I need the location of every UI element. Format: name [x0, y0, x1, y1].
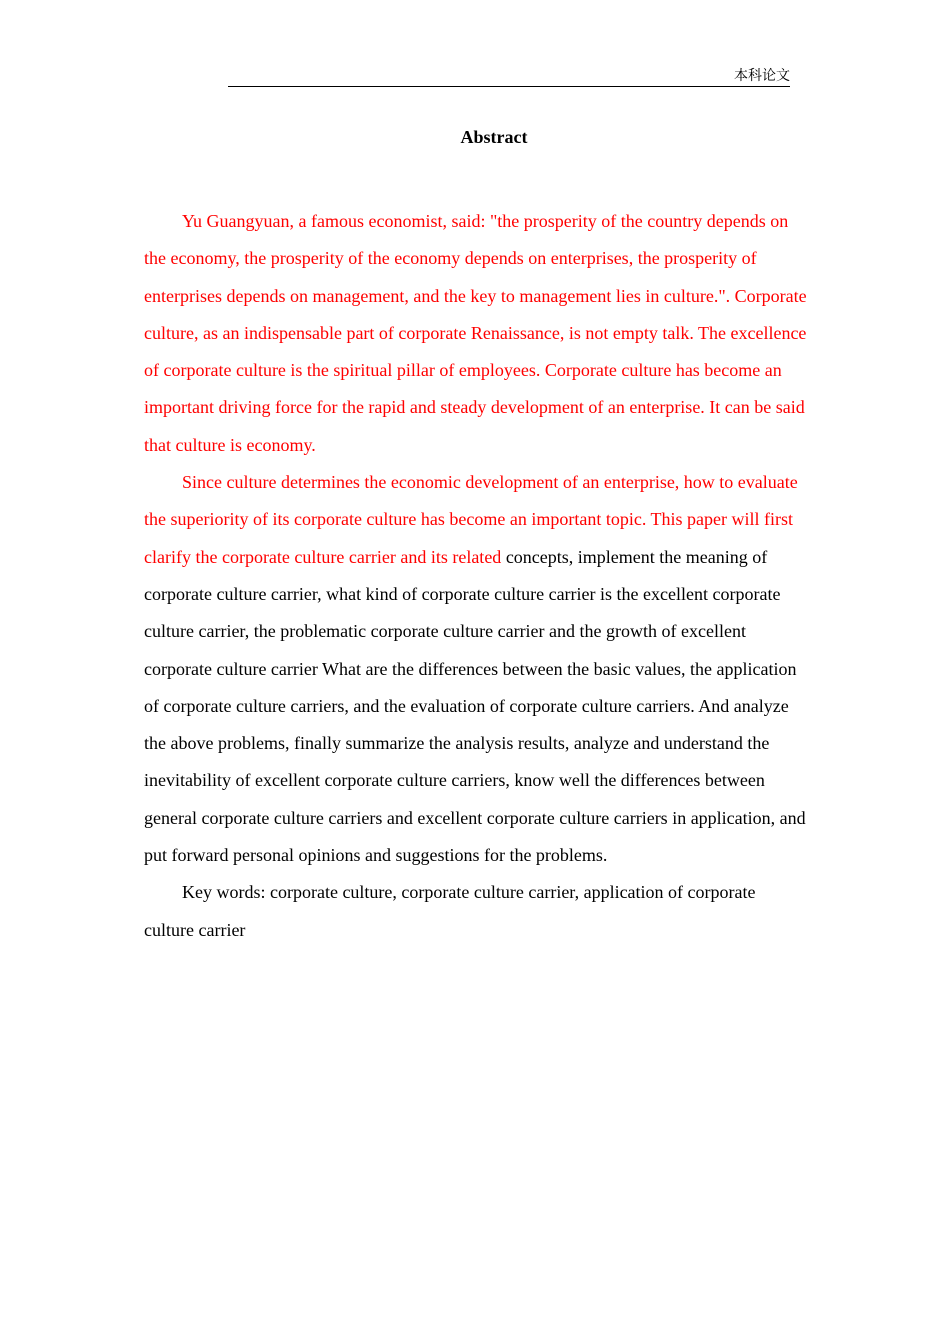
highlighted-text: Yu Guangyuan, a famous economist, said: "the prosperity of the country depends on the economy, the prosperity of the economy depends on enterprises, the prosperity of enterprises depends on management, and the key to management lies in culture.". Corporate culture, as an indispensable part of corporate Renaissance, is not empty talk. The excellence of corporate culture is the spiritual pillar of employees. Corporate culture has become an important driving force for the rapid and steady development of an enterprise. It can be said that culture is economy. [144, 211, 807, 455]
body-text: concepts, implement the meaning of corporate culture carrier, what kind of corporate culture carrier is the excellent corporate culture carrier, the problematic corporate culture carrier and the growth of excellent corporate culture carrier What are the differences between the basic values, the application of corporate culture carriers, and the evaluation of corporate culture carriers. And analyze the above problems, finally summarize the analysis results, analyze and understand the inevitability of excellent corporate culture carriers, know well the differences between general corporate culture carriers and excellent corporate culture carriers in application, and put forward personal opinions and suggestions for the problems. [144, 546, 806, 866]
abstract-paragraph-1 [144, 203, 808, 464]
running-title: 本科论文 [734, 68, 790, 84]
page-header [228, 66, 790, 87]
abstract-title: Abstract [460, 127, 528, 147]
abstract-paragraph-2 [144, 464, 808, 874]
highlighted-text: Since culture determines the economic development of an enterprise, how to evaluate the superiority of its corporate culture has become an important topic. This paper will first clarify the corporate culture carrier and its related [144, 472, 798, 567]
abstract-body [144, 203, 808, 949]
keywords-paragraph: Key words: corporate culture, corporate culture carrier, application of corporate culture carrier [144, 882, 756, 940]
